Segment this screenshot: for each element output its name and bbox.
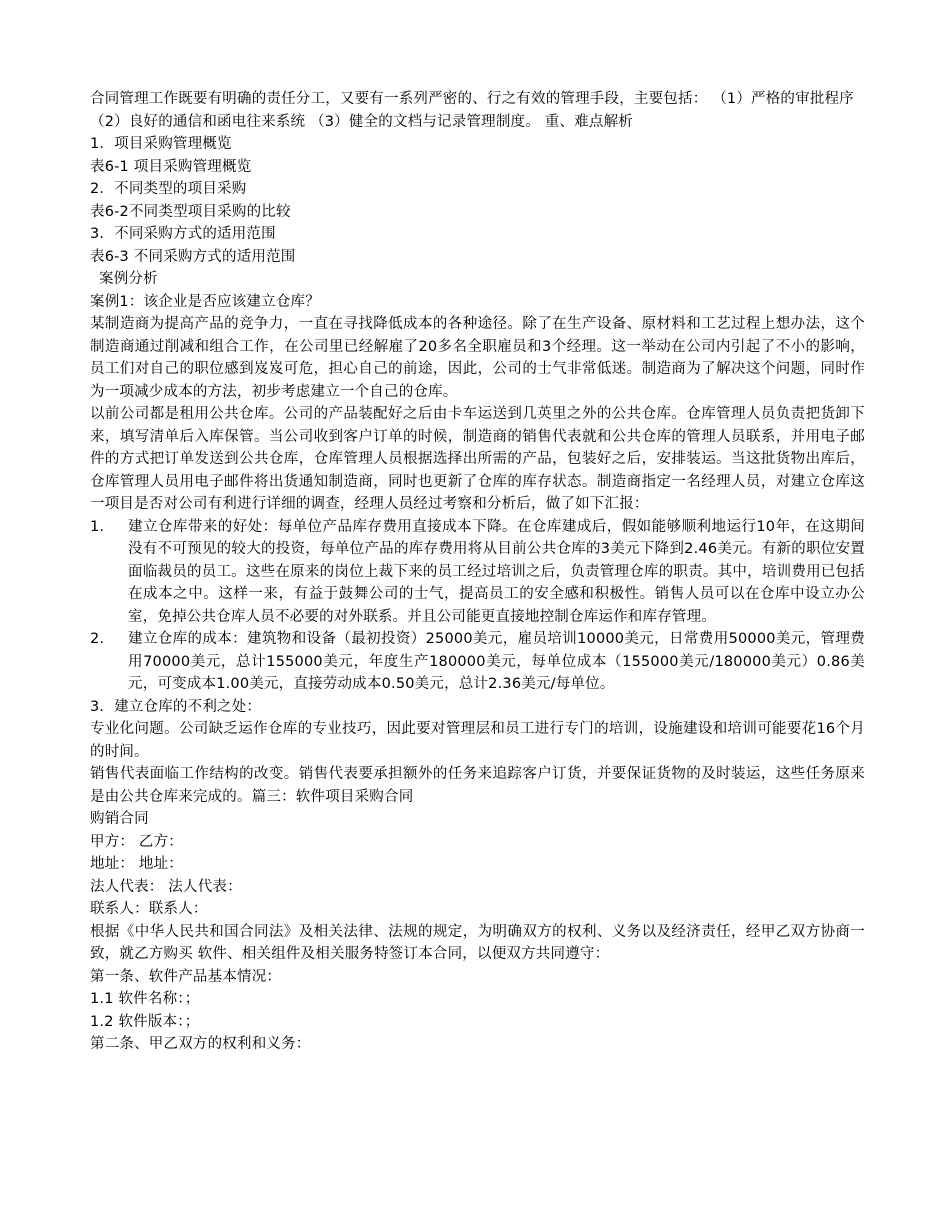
disadvantages-paragraph-1: 专业化问题。公司缺乏运作仓库的专业技巧，因此要对管理层和员工进行专门的培训，设施建设和培训可能要花16个月的时间。 [90,721,865,760]
section-heading-1: 1．项目采购管理概览 [90,136,232,152]
contract-article-1: 第一条、软件产品基本情况： [90,968,282,985]
contract-preamble: 根据《中华人民共和国合同法》及相关法律、法规的规定，为明确双方的权利、义务以及经济责任，经甲乙双方协商一致，就乙方购买 软件、相关组件及相关服务特签订本合同，以便双方共同遵守： [90,923,865,962]
table-caption-3: 表6-3 不同采购方式的适用范围 [90,248,296,265]
contract-article-2: 第二条、甲乙双方的权利和义务： [90,1036,311,1052]
case-1-title: 案例1：该企业是否应该建立仓库？ [90,293,320,310]
table-caption-1: 表6-1 项目采购管理概览 [90,158,252,175]
contract-item-1-2: 1.2 软件版本：； [90,1013,200,1030]
contract-title: 购销合同 [90,811,149,827]
list-item-benefits [90,516,865,629]
section-heading-3: 3．不同采购方式的适用范围 [90,226,276,242]
disadvantages-heading: 3．建立仓库的不利之处： [90,698,262,715]
contract-contacts: 联系人：联系人： [90,901,208,917]
contract-parties: 甲方： 乙方： [90,833,184,850]
contract-item-1-1: 1.1 软件名称：； [90,991,200,1007]
list-text: 建立仓库的成本：建筑物和设备（最初投资）25000美元，雇员培训10000美元，日常费用50000美元，管理费用70000美元，总计155000美元，年度生产180000美元，每单位成本（155000美元/180000美元）0.86美元，可变成本1.00美元，直接劳动成本0.50美元，总计2.36美元/每单位。 [128,631,865,692]
intro-paragraph-2: （2）良好的通信和函电往来系统 （3）健全的文档与记录管理制度。 重、难点解析 [90,113,633,130]
case-analysis-heading: 案例分析 [99,271,158,287]
case-paragraph-2: 以前公司都是租用公共仓库。公司的产品装配好之后由卡车运送到几英里之外的公共仓库。仓库管理人员负责把货卸下来，填写清单后入库保管。当公司收到客户订单的时候，制造商的销售代表就和公共仓库的管理人员联系，并用电子邮件的方式把订单发送到公共仓库，仓库管理人员根据选择出所需的产品，包装好之后，安排装运。当这批货物出库后，仓库管理人员用电子邮件将出货通知制造商，同时也更新了仓库的库存状态。制造商指定一名经理人员，对建立仓库这一项目是否对公司有利进行详细的调查，经理人员经过考察和分析后，做了如下汇报： [90,406,865,512]
contract-legal-reps: 法人代表： 法人代表： [90,878,242,895]
intro-paragraph: 合同管理工作既要有明确的责任分工，又要有一系列严密的、行之有效的管理手段，主要包括： （1）严格的审批程序 [90,91,854,107]
list-number: 1. [90,518,105,535]
table-caption-2: 表6-2不同类型项目采购的比较 [90,203,291,220]
list-text: 建立仓库带来的好处：每单位产品库存费用直接成本下降。在仓库建成后，假如能够顺利地运行10年，在这期间没有不可预见的较大的投资，每单位产品的库存费用将从目前公共仓库的3美元下降到2.46美元。有新的职位安置面临裁员的员工。这些在原来的岗位上裁下来的员工经过培训之后，负责管理仓库的职责。其中，培训费用已包括在成本之中。这样一来，有益于鼓舞公司的士气，提高员工的安全感和积极性。销售人员可以在仓库中设立办公室，免掉公共仓库人员不必要的对外联系。并且公司能更直接地控制仓库运作和库存管理。 [128,518,865,625]
document-page [90,88,865,1056]
case-paragraph-1: 某制造商为提高产品的竞争力，一直在寻找降低成本的各种途径。除了在生产设备、原材料和工艺过程上想办法，这个制造商通过削减和组合工作，在公司里已经解雇了20多名全职雇员和3个经理。这一举动在公司内引起了不小的影响，员工们对自己的职位感到岌岌可危，担心自己的前途，因此，公司的士气非常低迷。制造商为了解决这个问题，同时作为一项减少成本的方法，初步考虑建立一个自己的仓库。 [90,316,865,400]
disadvantages-paragraph-2: 销售代表面临工作结构的改变。销售代表要承担额外的任务来追踪客户订货，并要保证货物的及时装运，这些任务原来是由公共仓库来完成的。篇三：软件项目采购合同 [90,766,865,805]
section-heading-2: 2．不同类型的项目采购 [90,181,247,197]
contract-addresses: 地址： 地址： [90,856,184,872]
list-number: 2. [90,631,105,647]
list-item-costs [90,628,865,696]
